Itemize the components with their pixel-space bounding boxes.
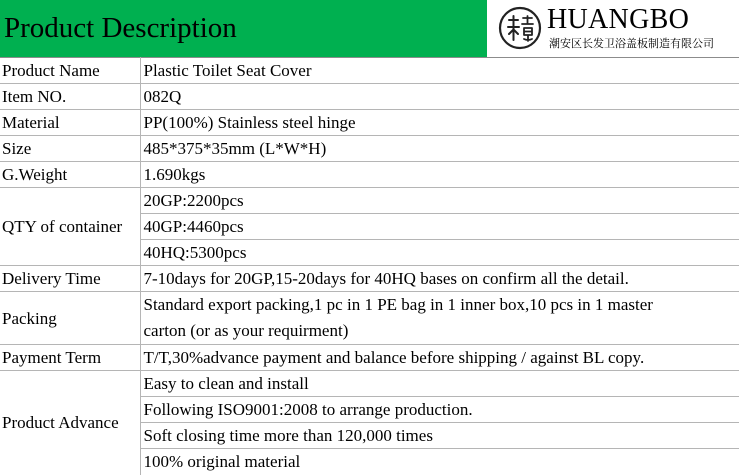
table-row	[0, 292, 739, 345]
packing-line: Standard export packing,1 pc in 1 PE bag in 1 inner box,10 pcs in 1 master	[143, 295, 653, 314]
row-label: Material	[0, 110, 140, 136]
row-value: 7-10days for 20GP,15-20days for 40HQ bases on confirm all the detail.	[140, 266, 739, 292]
row-label: Delivery Time	[0, 266, 140, 292]
packing-line: carton (or as your requirment)	[143, 321, 349, 340]
row-value: 40HQ:5300pcs	[140, 240, 739, 266]
table-row	[0, 345, 739, 371]
row-value: T/T,30%advance payment and balance before shipping / against BL copy.	[140, 345, 739, 371]
row-value	[140, 292, 739, 345]
row-value: Soft closing time more than 120,000 times	[140, 423, 739, 449]
title-banner	[0, 0, 487, 57]
page-title: Product Description	[4, 12, 237, 44]
row-label: Size	[0, 136, 140, 162]
row-label: QTY of container	[0, 188, 140, 266]
row-value: PP(100%) Stainless steel hinge	[140, 110, 739, 136]
table-row	[0, 188, 739, 214]
table-row	[0, 162, 739, 188]
row-value: 100% original material	[140, 449, 739, 475]
row-label: G.Weight	[0, 162, 140, 188]
product-spec-table	[0, 57, 739, 475]
row-value: Following ISO9001:2008 to arrange production.	[140, 397, 739, 423]
row-value: Easy to clean and install	[140, 371, 739, 397]
table-row	[0, 58, 739, 84]
row-value: 20GP:2200pcs	[140, 188, 739, 214]
page-header	[0, 0, 739, 57]
brand-name: HUANGBO	[547, 4, 690, 35]
row-value: 485*375*35mm (L*W*H)	[140, 136, 739, 162]
row-value: 40GP:4460pcs	[140, 214, 739, 240]
table-row	[0, 266, 739, 292]
table-row	[0, 84, 739, 110]
row-value: 082Q	[140, 84, 739, 110]
brand-logo-area	[487, 0, 739, 57]
table-row	[0, 371, 739, 397]
table-row	[0, 136, 739, 162]
huangbo-seal-logo-icon	[498, 6, 542, 50]
row-label: Product Name	[0, 58, 140, 84]
row-value: Plastic Toilet Seat Cover	[140, 58, 739, 84]
row-value: 1.690kgs	[140, 162, 739, 188]
row-label: Item NO.	[0, 84, 140, 110]
row-label: Packing	[0, 292, 140, 345]
row-label: Product Advance	[0, 371, 140, 475]
row-label: Payment Term	[0, 345, 140, 371]
brand-subtitle: 潮安区长发卫浴盖板制造有限公司	[549, 37, 714, 50]
table-row	[0, 110, 739, 136]
